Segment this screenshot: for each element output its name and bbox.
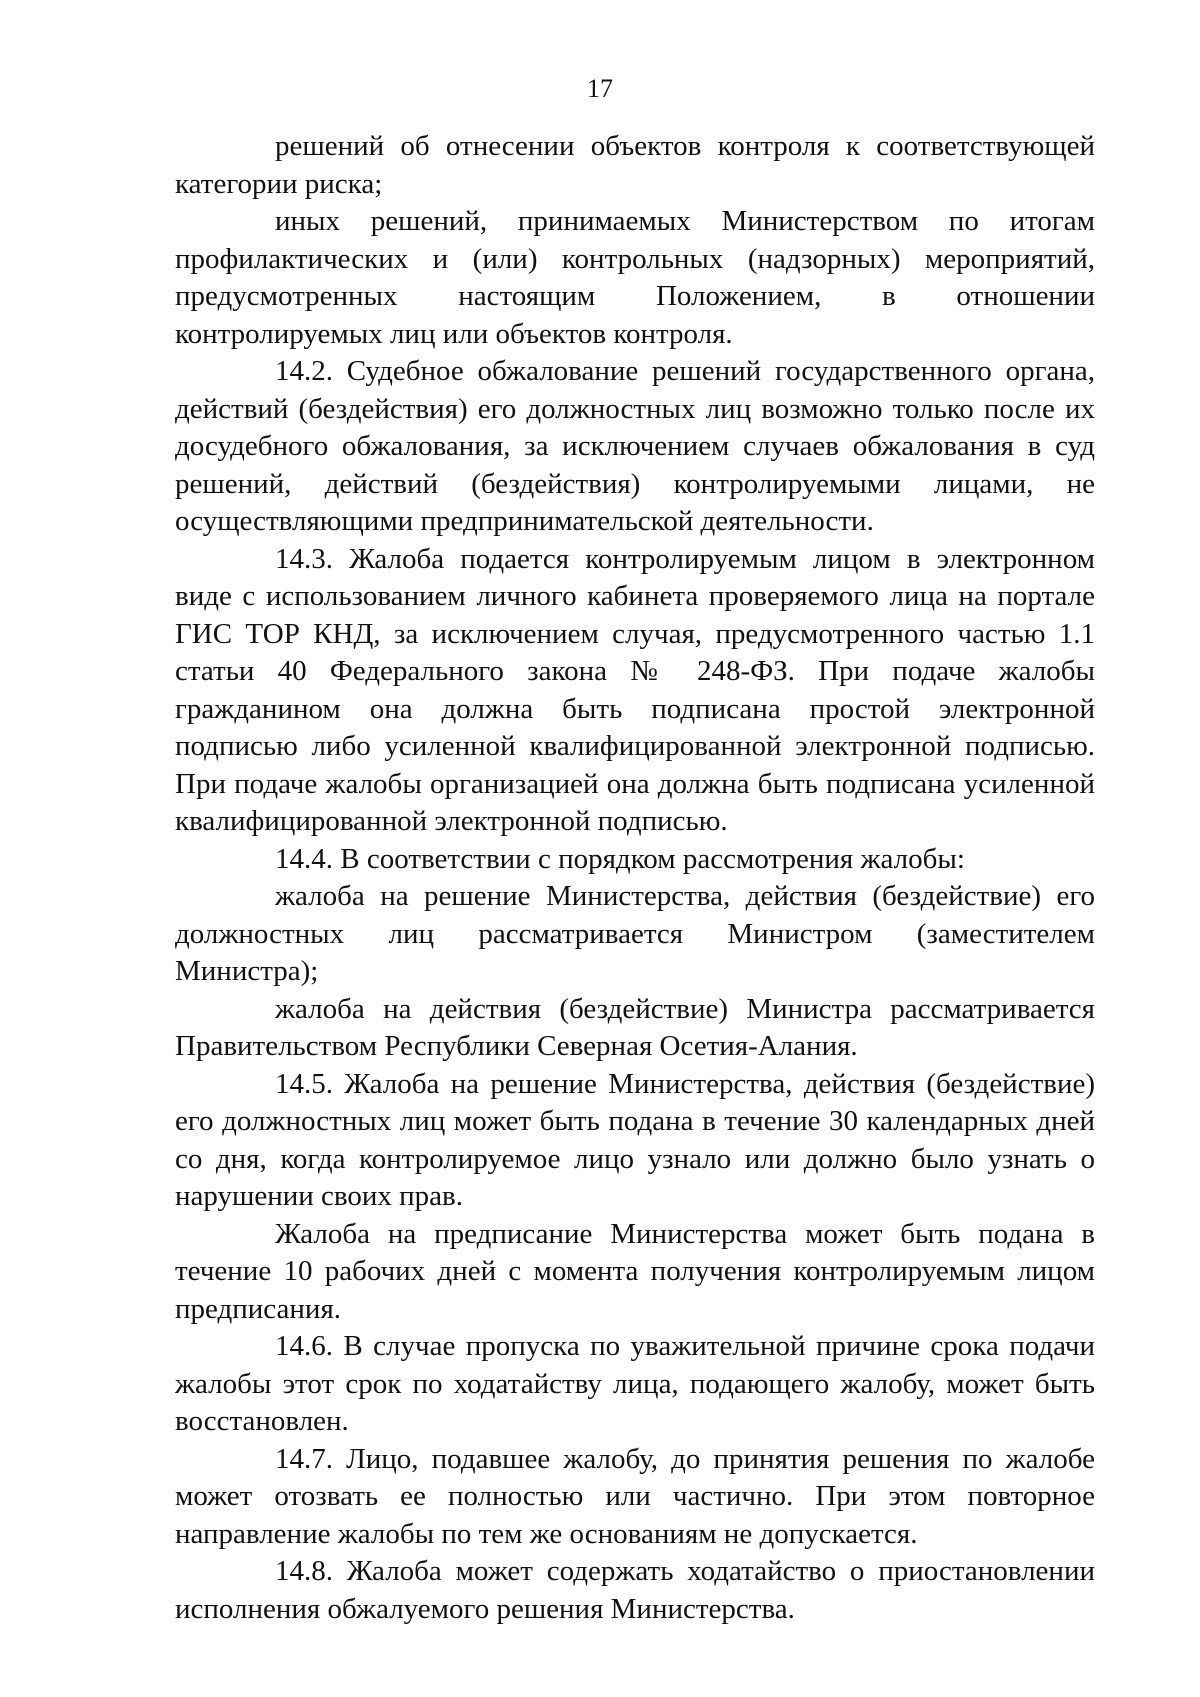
paragraph-14-5: 14.5. Жалоба на решение Министерства, действия (бездействие) его должностных лиц может быть подана в течение 30 календарных дней со дня, когда контролируемое лицо узнало или должно было узнать о нарушении своих прав. bbox=[175, 1067, 1095, 1212]
paragraph-risk-category: решений об отнесении объектов контроля к соответствующей категории риска; bbox=[175, 130, 1095, 200]
paragraph-14-3: 14.3. Жалоба подается контролируемым лицом в электронном виде с использованием личного кабинета проверяемого лица на портале ГИС ТОР КНД, за исключением случая, предусмотренного частью 1.1 статьи 40 Федерального закона № 248-ФЗ. При подаче жалобы гражданином она должна быть подписана простой электронной подписью либо усиленной квалифицированной электронной подписью. При подаче жалобы организацией она должна быть подписана усиленной квалифицированной электронной подписью. bbox=[175, 542, 1095, 837]
paragraph-complaint-minister: жалоба на действия (бездействие) Министра рассматривается Правительством Республики Северная Осетия-Алания. bbox=[175, 992, 1095, 1062]
document-body bbox=[175, 128, 1095, 1628]
paragraph-complaint-ministry: жалоба на решение Министерства, действия (бездействие) его должностных лиц рассматривается Министром (заместителем Министра); bbox=[175, 880, 1095, 987]
paragraph-14-8: 14.8. Жалоба может содержать ходатайство о приостановлении исполнения обжалуемого решения Министерства. bbox=[175, 1555, 1095, 1625]
paragraph-14-6: 14.6. В случае пропуска по уважительной причине срока подачи жалобы этот срок по ходатайству лица, подающего жалобу, может быть восстановлен. bbox=[175, 1330, 1095, 1437]
page-number: 17 bbox=[587, 74, 613, 103]
paragraph-14-7: 14.7. Лицо, подавшее жалобу, до принятия решения по жалобе может отозвать ее полностью или частично. При этом повторное направление жалобы по тем же основаниям не допускается. bbox=[175, 1442, 1095, 1550]
paragraph-prescription-complaint: Жалоба на предписание Министерства может быть подана в течение 10 рабочих дней с момента получения контролируемым лицом предписания. bbox=[175, 1217, 1095, 1325]
paragraph-14-2: 14.2. Судебное обжалование решений государственного органа, действий (бездействия) его должностных лиц возможно только после их досудебного обжалования, за исключением случаев обжалования в суд решений, действий (бездействия) контролируемыми лицами, не осуществляющими предпринимательской деятельности. bbox=[175, 355, 1095, 537]
paragraph-other-decisions: иных решений, принимаемых Министерством по итогам профилактических и (или) контрольных (надзорных) мероприятий, предусмотренных настоящим Положением, в отношении контролируемых лиц или объектов контроля. bbox=[175, 205, 1095, 350]
paragraph-14-4: 14.4. В соответствии с порядком рассмотрения жалобы: bbox=[275, 842, 965, 875]
